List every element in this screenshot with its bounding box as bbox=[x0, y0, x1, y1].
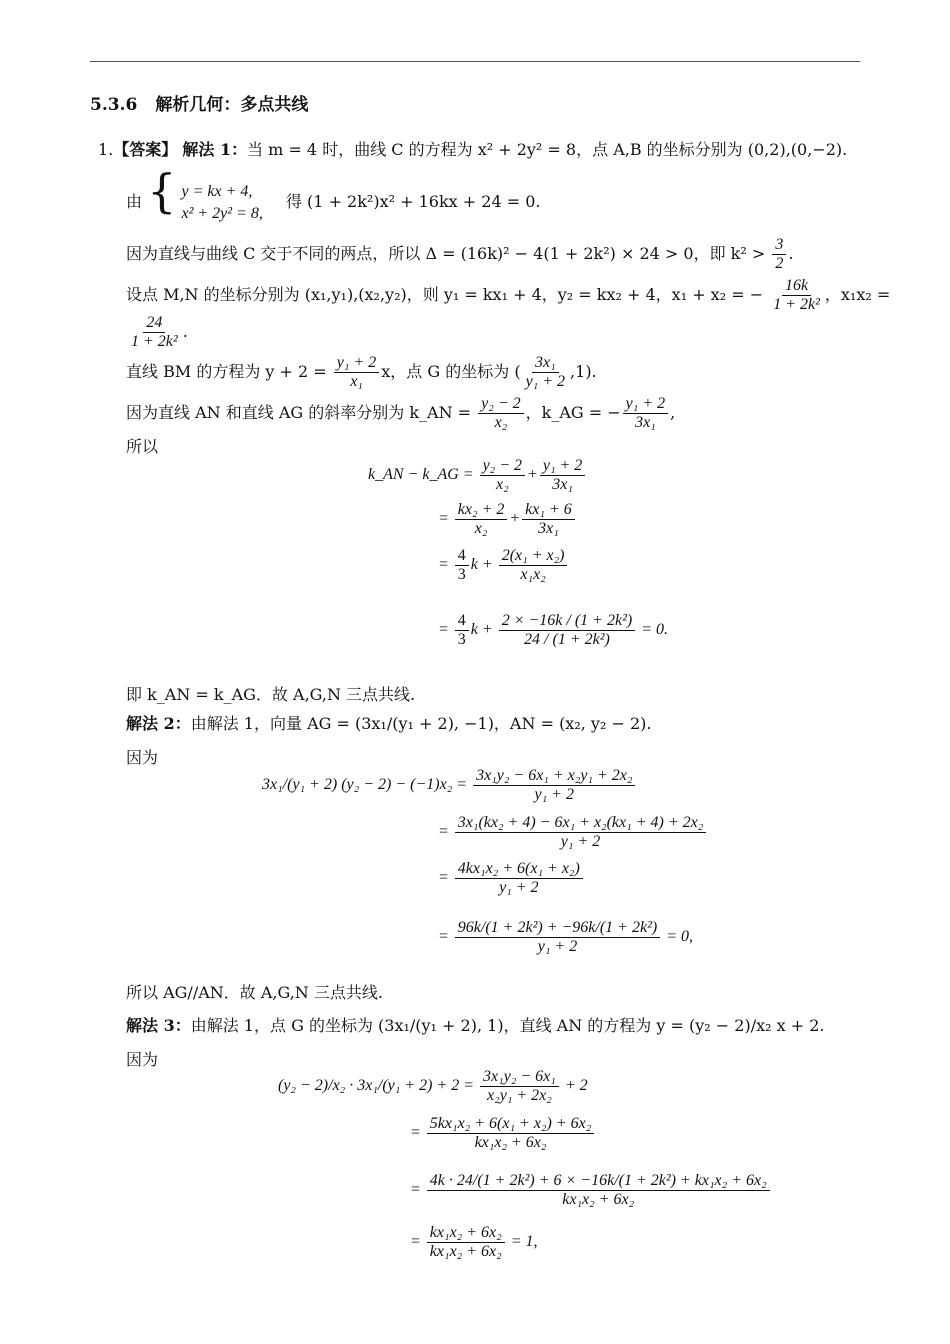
method1-intro-line bbox=[98, 140, 847, 160]
method3-intro: 由解法 1，点 G 的坐标为 (3x₁/(y₁ + 2), 1)，直线 AN 的方程为 y = (y₂ − 2)/x₂ x + 2. bbox=[190, 1016, 825, 1035]
g-frac bbox=[523, 354, 568, 391]
g-num: 3x₁ bbox=[532, 354, 559, 373]
calc3-r3 bbox=[427, 1172, 770, 1209]
calc1-r3b bbox=[499, 547, 568, 584]
calc2-row2: = $\frac{\text{3x₁(kx₂ + 4) − 6x₁ + x₂(kx₁ + 4) + 2x₂}}{\text{y₁ + 2}}$ bbox=[438, 812, 708, 852]
calc1-r1a-den: x₂ bbox=[495, 475, 509, 493]
therefore1: 所以 bbox=[126, 437, 159, 456]
equation-system bbox=[181, 181, 262, 225]
disc-frac bbox=[772, 236, 786, 273]
method2-intro: 由解法 1，向量 AG = (3x₁/(y₁ + 2), −1)，AN = (x₂, y₂ − 2). bbox=[190, 714, 652, 733]
discriminant-line: 因为直线与曲线 C 交于不同的两点，所以 Δ = (16k)² − 4(1 + 2k²) × 24 > 0，即 k² > $\frac{3}{2}$ . bbox=[126, 236, 794, 272]
calc2-r4-tail: = 0, bbox=[666, 928, 693, 945]
item-number: 1. bbox=[98, 140, 114, 159]
calc1-r3a-num: 4 bbox=[455, 547, 469, 566]
calc1-r1b bbox=[540, 457, 585, 494]
calc3-lhs: (y₂ − 2)/x₂ · 3x₁/(y₁ + 2) + 2 = bbox=[278, 1077, 475, 1094]
calc2-r2-num: 3x₁(kx₂ + 4) − 6x₁ + x₂(kx₁ + 4) + 2x₂ bbox=[455, 814, 706, 833]
disc-frac-num: 3 bbox=[772, 236, 786, 255]
calc2-r4-den: y₁ + 2 bbox=[537, 937, 578, 955]
method1-conclusion: 即 k_AN = k_AG．故 A,G,N 三点共线. bbox=[126, 685, 416, 704]
section-number: 5.3.6 bbox=[90, 95, 138, 115]
sum-frac bbox=[770, 277, 823, 314]
header-rule bbox=[90, 61, 860, 62]
system-prefix: 由 bbox=[126, 192, 143, 211]
g-tail: ,1). bbox=[570, 362, 597, 381]
prod-num: 24 bbox=[143, 314, 165, 333]
kag-label: ，k_AG = − bbox=[525, 403, 621, 422]
calc1-r2b-num: kx₁ + 6 bbox=[522, 501, 575, 520]
calc3-r4 bbox=[427, 1224, 505, 1261]
calc2-r3-num: 4kx₁x₂ + 6(x₁ + x₂) bbox=[455, 860, 583, 879]
calc2-r1 bbox=[473, 767, 635, 804]
calc1-r4a-num: 4 bbox=[455, 612, 469, 631]
discriminant-text: 因为直线与曲线 C 交于不同的两点，所以 Δ = (16k)² − 4(1 + 2k²) × 24 > 0，即 k² > bbox=[126, 244, 766, 263]
calc3-r4-tail: = 1, bbox=[510, 1233, 538, 1250]
method2-conclusion: 所以 AG//AN．故 A,G,N 三点共线. bbox=[126, 983, 383, 1002]
calc3-r1-den: x₂y₁ + 2x₂ bbox=[487, 1086, 552, 1104]
mn-text: 设点 M,N 的坐标分别为 (x₁,y₁),(x₂,y₂)，则 y₁ = kx₁ + 4，y₂ = kx₂ + 4，x₁ + x₂ = − bbox=[126, 285, 764, 304]
calc1-r3-mid: k + bbox=[470, 556, 493, 573]
method2-intro-line bbox=[126, 714, 651, 734]
prod-frac bbox=[128, 314, 181, 351]
system-result: 得 (1 + 2k²)x² + 16kx + 24 = 0. bbox=[285, 192, 541, 211]
mn-line bbox=[126, 275, 890, 315]
bm-den: x₁ bbox=[350, 373, 363, 390]
method1-intro: 当 m = 4 时，曲线 C 的方程为 x² + 2y² = 8，点 A,B 的坐标分别为 (0,2),(0,−2). bbox=[247, 140, 848, 159]
calc2-row4: = $\frac{\text{96k/(1 + 2k²) + −96k/(1 + 2k²)}}{\text{y₁ + 2}}$ = 0, bbox=[438, 918, 693, 955]
calc3-r1 bbox=[480, 1068, 559, 1105]
calc1-r3a bbox=[455, 547, 469, 584]
calc3-row2: = $\frac{\text{5kx₁x₂ + 6(x₁ + x₂) + 6x₂}}{\text{kx₁x₂ + 6x₂}}$ bbox=[410, 1113, 596, 1153]
calc3-r2-den: kx₁x₂ + 6x₂ bbox=[474, 1133, 547, 1151]
kag-frac bbox=[623, 395, 668, 432]
calc3-row3: = $\frac{\text{4k · 24/(1 + 2k²) + 6 × −16k/(1 + 2k²) + kx₁x₂ + 6x₂}}{\text{kx₁x₂ + 6x₂}}$ bbox=[410, 1165, 772, 1215]
calc1-row2: = $\frac{\text{kx₂ + 2}}{\text{x₂}}$ + $\frac{\text{kx₁ + 6}}{\text{3x₁}}$ bbox=[438, 499, 577, 539]
calc2-row1 bbox=[262, 765, 637, 805]
method3-intro-line bbox=[126, 1016, 824, 1036]
calc1-r4-mid: k + bbox=[470, 621, 493, 638]
g-den: y₁ + 2 bbox=[525, 373, 566, 390]
prod-den: 1 + 2k² bbox=[131, 333, 178, 350]
calc1-r2a-num: kx₂ + 2 bbox=[455, 501, 508, 520]
prod-line: $\frac{24}{\text{1 + 2k²}}$ . bbox=[126, 312, 188, 352]
section-heading bbox=[90, 95, 308, 115]
system-eq2: x² + 2y² = 8, bbox=[181, 204, 263, 222]
because2: 因为 bbox=[126, 748, 159, 767]
calc1-r2a-den: x₂ bbox=[474, 519, 488, 537]
bm-num: y₁ + 2 bbox=[334, 354, 379, 373]
calc1-r1b-den: 3x₁ bbox=[552, 475, 573, 493]
calc3-row1 bbox=[278, 1066, 588, 1106]
calc1-r2a bbox=[455, 501, 508, 538]
calc2-r1-num: 3x₁y₂ − 6x₁ + x₂y₁ + 2x₂ bbox=[473, 767, 635, 786]
kag-num: y₁ + 2 bbox=[623, 395, 668, 414]
calc1-row3: = $\frac{4}{3}$ k + $\frac{\text{2(x₁ + x₂)}}{\text{x₁x₂}}$ bbox=[438, 545, 569, 585]
calc3-r4-num: kx₁x₂ + 6x₂ bbox=[427, 1224, 505, 1243]
kag-den: 3x₁ bbox=[635, 414, 656, 431]
method2-label: 解法 2： bbox=[126, 714, 191, 733]
calc1-r1a bbox=[480, 457, 525, 494]
bm-frac bbox=[334, 354, 379, 391]
calc2-r4-num: 96k/(1 + 2k²) + −96k/(1 + 2k²) bbox=[455, 919, 660, 938]
calc1-r3b-num: 2(x₁ + x₂) bbox=[499, 547, 568, 566]
kan-den: x₂ bbox=[494, 414, 508, 431]
calc1-r3b-den: x₁x₂ bbox=[520, 565, 546, 583]
calc1-lhs: k_AN − k_AG = bbox=[368, 466, 474, 483]
kan-frac bbox=[478, 395, 523, 432]
calc2-lhs: 3x₁/(y₁ + 2) (y₂ − 2) − (−1)x₂ = bbox=[262, 776, 468, 793]
system-line bbox=[126, 164, 541, 224]
calc3-r3-den: kx₁x₂ + 6x₂ bbox=[562, 1190, 635, 1208]
calc1-r4-bottom: 24 / (1 + 2k²) bbox=[524, 630, 610, 648]
calc2-r2-den: y₁ + 2 bbox=[560, 832, 601, 850]
calc1-r1b-num: y₁ + 2 bbox=[540, 457, 585, 476]
calc2-r2 bbox=[455, 814, 706, 851]
method3-label: 解法 3： bbox=[126, 1016, 191, 1035]
slope-line: 因为直线 AN 和直线 AG 的斜率分别为 k_AN = $\frac{\text{y₂ − 2}}{\text{x₂}}$ ，k_AG = − $\frac{\text{y₁ + 2}}{\text{3x₁}}$ , bbox=[126, 395, 676, 431]
because3: 因为 bbox=[126, 1050, 159, 1069]
section-title: 解析几何：多点共线 bbox=[155, 95, 309, 115]
system-eq1: y = kx + 4, bbox=[181, 182, 253, 200]
calc2-row3: = $\frac{\text{4kx₁x₂ + 6(x₁ + x₂)}}{\text{y₁ + 2}}$ bbox=[438, 858, 585, 898]
bm-line bbox=[126, 352, 597, 392]
calc2-r3-den: y₁ + 2 bbox=[499, 878, 539, 896]
calc2-r3 bbox=[455, 860, 583, 897]
calc3-row4: = $\frac{\text{kx₁x₂ + 6x₂}}{\text{kx₁x₂ + 6x₂}}$ = 1, bbox=[410, 1223, 538, 1260]
method1-label: 解法 1： bbox=[182, 140, 248, 159]
calc3-r3-num: 4k · 24/(1 + 2k²) + 6 × −16k/(1 + 2k²) + kx₁x₂ + 6x₂ bbox=[427, 1172, 770, 1191]
calc1-r4-bigfrac bbox=[499, 612, 636, 649]
slope-text: 因为直线 AN 和直线 AG 的斜率分别为 k_AN = bbox=[126, 403, 472, 422]
calc1-r1a-num: y₂ − 2 bbox=[480, 457, 525, 476]
sum-den: 1 + 2k² bbox=[773, 296, 820, 313]
answer-tag: 【答案】 bbox=[113, 140, 178, 159]
prod-label: ，x₁x₂ = bbox=[824, 285, 891, 304]
bm-text: 直线 BM 的方程为 y + 2 = bbox=[126, 362, 327, 381]
calc3-r1-num: 3x₁y₂ − 6x₁ bbox=[480, 1068, 559, 1087]
calc1-r4a-den: 3 bbox=[457, 630, 466, 648]
sum-num: 16k bbox=[782, 277, 811, 296]
calc1-r4a bbox=[455, 612, 469, 649]
calc1-r2b-den: 3x₁ bbox=[538, 519, 559, 537]
kan-num: y₂ − 2 bbox=[478, 395, 523, 414]
calc2-r1-den: y₁ + 2 bbox=[534, 785, 574, 803]
calc1-r4-tail: = 0. bbox=[641, 621, 668, 638]
calc2-r4 bbox=[455, 919, 660, 956]
calc1-row4: = $\frac{4}{3}$ k + $\frac{\text{2 × −16k / (1 + 2k²)}}{\text{24 / (1 + 2k²)}}$ = 0. bbox=[438, 611, 668, 648]
disc-frac-den: 2 bbox=[775, 255, 784, 272]
calc1-r2b bbox=[522, 501, 575, 538]
calc1-row1: k_AN − k_AG = $\frac{\text{y₂ − 2}}{\text{x₂}}$ + $\frac{\text{y₁ + 2}}{\text{3x₁}}$ bbox=[368, 455, 587, 495]
calc3-r2 bbox=[427, 1115, 594, 1152]
left-brace-icon: { bbox=[147, 164, 177, 218]
calc1-r3a-den: 3 bbox=[457, 565, 466, 583]
calc3-r1-tail: + 2 bbox=[564, 1077, 588, 1094]
calc1-r4-top: 2 × −16k / (1 + 2k²) bbox=[499, 612, 636, 631]
bm-tail: x，点 G 的坐标为 ( bbox=[381, 362, 521, 381]
calc3-r2-num: 5kx₁x₂ + 6(x₁ + x₂) + 6x₂ bbox=[427, 1115, 594, 1134]
calc3-r4-den: kx₁x₂ + 6x₂ bbox=[429, 1242, 502, 1260]
